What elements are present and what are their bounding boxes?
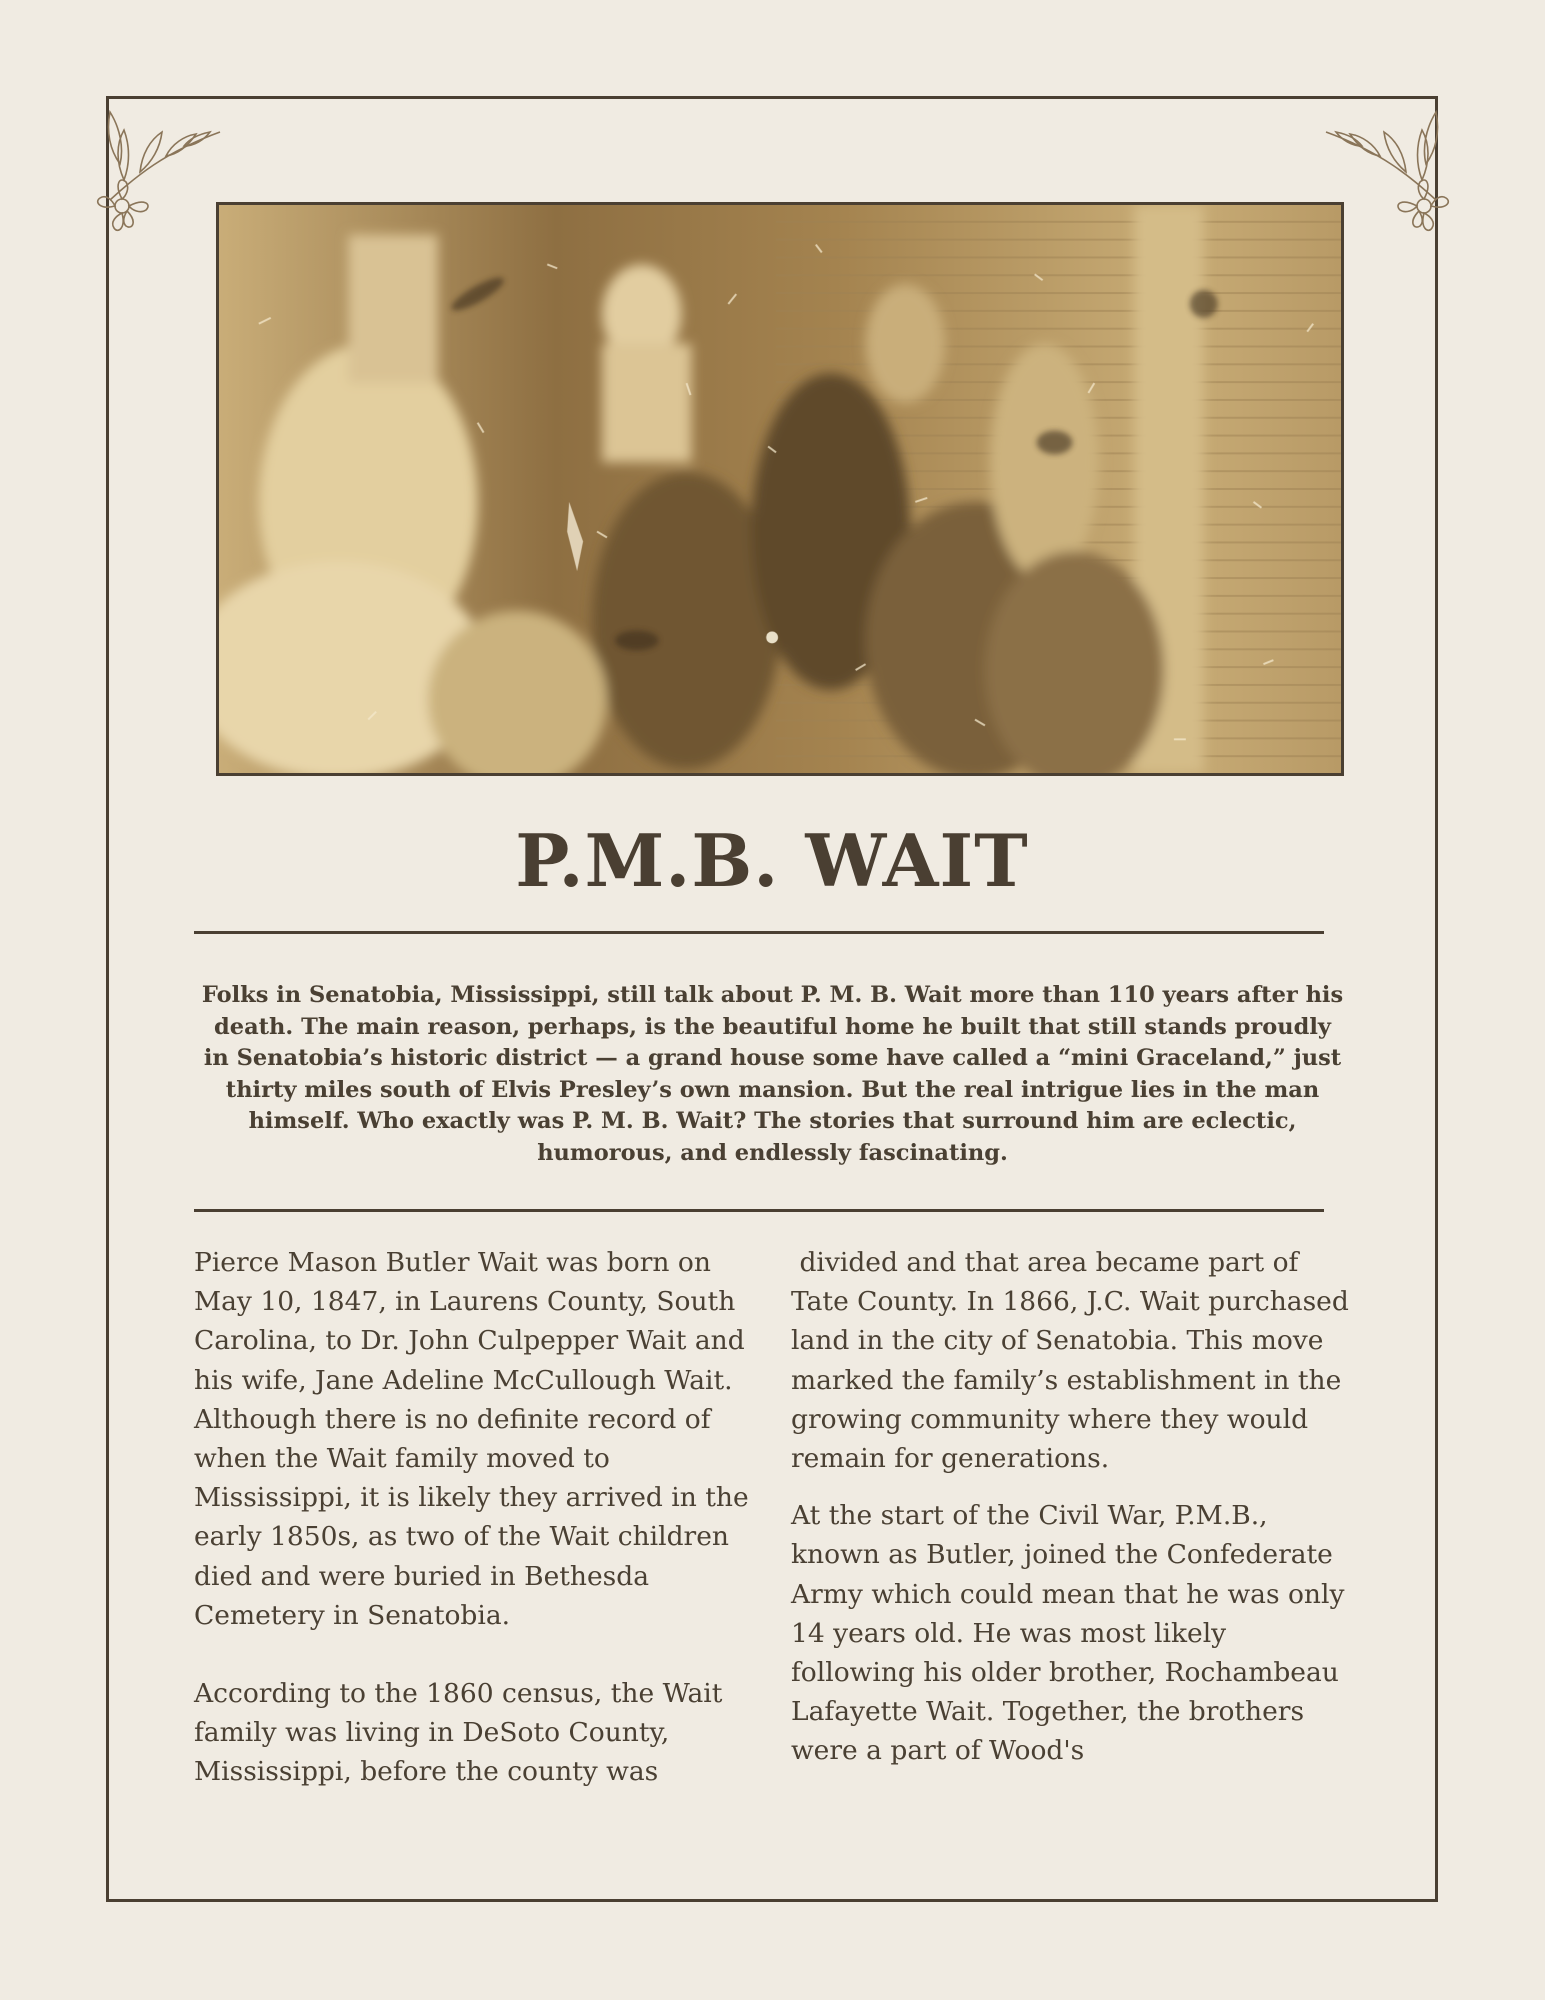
intro-paragraph: Folks in Senatobia, Mississippi, still talk about P. M. B. Wait more than 110 years after his death. The main reason, perhaps, is the beautiful home he built that still stands proudly in Senatobia’s historic district — a grand house some have called a “mini Graceland,” just thirty miles south of Elvis Presley’s own mansion. But the real intrigue lies in the man himself. Who exactly was P. M. B. Wait? The stories that surround him are eclectic, humorous, and endlessly fascinating. bbox=[201, 982, 1344, 1166]
body-paragraph: Pierce Mason Butler Wait was born on May 10, 1847, in Laurens County, South Carolina, to Dr. John Culpepper Wait and his wife, Jane Adeline McCullough Wait. Although there is no definite record of when the Wait family moved to Mississippi, it is likely they arrived in the early 1850s, as two of the Wait children died and were buried in Bethesda Cemetery in Senatobia. bbox=[194, 1247, 749, 1631]
body-column-right bbox=[791, 1243, 1358, 1771]
body-paragraph: divided and that area became part of Tate County. In 1866, J.C. Wait purchased land in the city of Senatobia. This move marked the family’s establishment in the growing community where they would remain for generations. bbox=[791, 1247, 1358, 1475]
body-paragraph: According to the 1860 census, the Wait family was living in DeSoto County, Mississippi, before the county was bbox=[194, 1678, 723, 1788]
title-divider bbox=[194, 931, 1324, 934]
floral-corner-ornament-left bbox=[80, 92, 230, 242]
body-paragraph: At the start of the Civil War, P.M.B., known as Butler, joined the Confederate Army which could mean that he was only 14 years old. He was most likely following his older brother, Rochambeau Lafayette Wait. Together, the brothers were a part of Wood's bbox=[791, 1500, 1345, 1767]
page-title: P.M.B. WAIT bbox=[515, 818, 1029, 903]
body-column-left bbox=[194, 1243, 754, 1792]
intro-divider bbox=[194, 1209, 1324, 1212]
sepia-family-photo bbox=[216, 202, 1344, 776]
